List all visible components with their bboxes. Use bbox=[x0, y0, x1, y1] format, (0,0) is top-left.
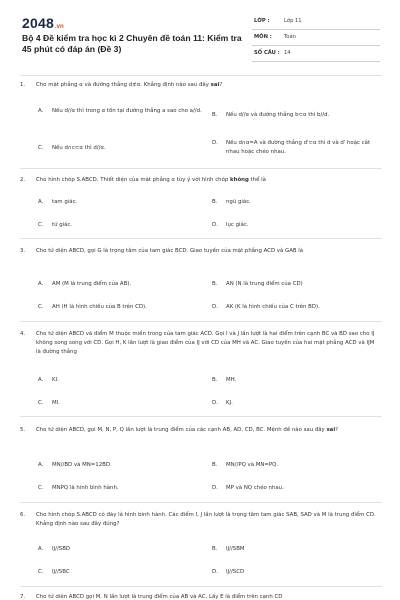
option-text: KI. bbox=[52, 377, 59, 383]
meta-table bbox=[252, 14, 380, 62]
question-divider bbox=[20, 502, 382, 503]
option-letter: C. bbox=[38, 485, 44, 491]
option-text: Nếu d∩α=A và đường thẳng d'⊂α thì d và d' hoặc cắt nhau hoặc chéo nhau. bbox=[226, 140, 371, 155]
option-letter: B. bbox=[212, 462, 218, 468]
meta-row-subject bbox=[252, 30, 380, 46]
option-text: AK (K là hình chiếu của C trên BD). bbox=[226, 304, 320, 310]
document-title: Bộ 4 Đề kiểm tra học kì 2 Chuyên đề toán 11: Kiểm tra 45 phút có đáp án (Đề 3) bbox=[22, 33, 242, 54]
option-letter: A. bbox=[38, 199, 44, 205]
question-text: Cho mặt phẳng α và đường thẳng d⊄α. Khẳng định nào sau đây sai? bbox=[36, 82, 223, 88]
option-text: tam giác. bbox=[52, 199, 78, 205]
option-letter: C. bbox=[38, 304, 44, 310]
option-text: MN//BD và MN=12BD. bbox=[52, 462, 112, 468]
question-divider bbox=[20, 586, 382, 587]
question-number: 3. bbox=[20, 248, 26, 254]
question-divider bbox=[20, 168, 382, 169]
option-text: MI. bbox=[52, 400, 60, 406]
option-text: Nếu d//α thì trong α tồn tại đường thẳng a sao cho a//d. bbox=[52, 108, 202, 114]
meta-value: Toán bbox=[284, 34, 296, 40]
option-letter: D. bbox=[212, 569, 218, 575]
question-text: Cho hình chóp S.ABCD. Thiết diện của mặt phẳng α tùy ý với hình chóp không thể là bbox=[36, 177, 266, 183]
option-text: MH. bbox=[226, 377, 237, 383]
option-text: ngũ giác. bbox=[226, 199, 251, 205]
option-text: KJ. bbox=[226, 400, 233, 406]
option-text: Nếu d∩c⊂α thì d//α. bbox=[52, 145, 106, 151]
option-text: AM (M là trung điểm của AB). bbox=[52, 281, 132, 287]
question-number: 7. bbox=[20, 594, 26, 600]
question-text: Cho tứ diện ABCD gọi M, N lần lượt là trung điểm của AB và AC. Lấy E là điểm trên cạnh CD bbox=[36, 594, 283, 600]
option-text: MP và NQ chéo nhau. bbox=[226, 485, 284, 491]
option-text: IJ//SCD bbox=[226, 569, 245, 575]
option-letter: C. bbox=[38, 569, 44, 575]
option-letter: A. bbox=[38, 108, 44, 114]
question-number: 4. bbox=[20, 331, 26, 337]
option-letter: D. bbox=[212, 485, 218, 491]
option-text: Nếu d//α và đường thẳng b⊂α thì b//d. bbox=[226, 112, 330, 118]
option-text: lục giác. bbox=[226, 222, 249, 228]
option-letter: B. bbox=[212, 377, 218, 383]
question-number: 2. bbox=[20, 177, 26, 183]
option-letter: A. bbox=[38, 462, 44, 468]
option-letter: C. bbox=[38, 222, 44, 228]
meta-label: MÔN : bbox=[254, 34, 272, 40]
meta-label: LỚP : bbox=[254, 18, 270, 24]
question-7 bbox=[20, 593, 382, 600]
header-divider bbox=[20, 75, 382, 76]
option-letter: B. bbox=[212, 281, 218, 287]
meta-row-count bbox=[252, 46, 380, 62]
meta-value: Lớp 11 bbox=[284, 18, 302, 24]
option-letter: C. bbox=[38, 145, 44, 151]
question-text: Cho tứ diện ABCD, gọi G là trọng tâm của tam giác BCD. Giao tuyến của mặt phẳng ACD và GAB là bbox=[36, 248, 304, 254]
option-letter: B. bbox=[212, 199, 218, 205]
question-text: Cho tứ diện ABCD và điểm M thuộc miền trong của tam giác ACD. Gọi I và J lần lượt là hai điểm trên cạnh BC và BD sao cho IJ không song song với CD. Gọi H, K lần lượt là giao điểm của IJ với CD của MH và AC. Giao tuyến của hai mặt phẳng ACD và IJM là đường thẳng bbox=[36, 331, 375, 355]
meta-label: SỐ CÂU : bbox=[254, 50, 280, 56]
option-text: AN (N là trung điểm của CD) bbox=[226, 281, 303, 287]
option-letter: B. bbox=[212, 546, 218, 552]
question-divider bbox=[20, 321, 382, 322]
option-letter: A. bbox=[38, 281, 44, 287]
option-text: tứ giác. bbox=[52, 222, 73, 228]
option-text: AH (H là hình chiếu của B trên CD). bbox=[52, 304, 147, 310]
option-letter: D. bbox=[212, 222, 218, 228]
site-logo[interactable] bbox=[22, 15, 64, 33]
option-text: IJ//SBD bbox=[52, 546, 71, 552]
option-text: IJ//SBC bbox=[52, 569, 70, 575]
option-letter: D. bbox=[212, 304, 218, 310]
option-letter: C. bbox=[38, 400, 44, 406]
option-text: MN//PQ và MN=PQ. bbox=[226, 462, 279, 468]
question-text: Cho tứ diện ABCD, gọi M, N, P, Q lần lượt là trung điểm của các cạnh AB, AD, CD, BC. Mệnh đề nào sau đây sai? bbox=[36, 427, 339, 433]
question-divider bbox=[20, 238, 382, 239]
option-text: MNPQ là hình bình hành. bbox=[52, 485, 119, 491]
option-letter: D. bbox=[212, 140, 218, 146]
question-number: 6. bbox=[20, 512, 26, 518]
logo-text: 2048 bbox=[22, 15, 54, 31]
option-letter: A. bbox=[38, 377, 44, 383]
option-text: IJ//SBM bbox=[226, 546, 245, 552]
question-text: Cho hình chóp S.ABCD có đáy là hình bình hành. Các điểm I, J lần lượt là trọng tâm tam giác SAB, SAD và M là trung điểm CD. Khẳng định nào sau đây đúng? bbox=[36, 512, 376, 527]
meta-value: 14 bbox=[284, 50, 291, 56]
option-letter: D. bbox=[212, 400, 218, 406]
question-number: 5. bbox=[20, 427, 26, 433]
question-divider bbox=[20, 416, 382, 417]
option-letter: B. bbox=[212, 112, 218, 118]
option-letter: A. bbox=[38, 546, 44, 552]
logo-suffix: .vn bbox=[54, 24, 64, 30]
question-number: 1. bbox=[20, 82, 26, 88]
meta-row-class bbox=[252, 14, 380, 30]
